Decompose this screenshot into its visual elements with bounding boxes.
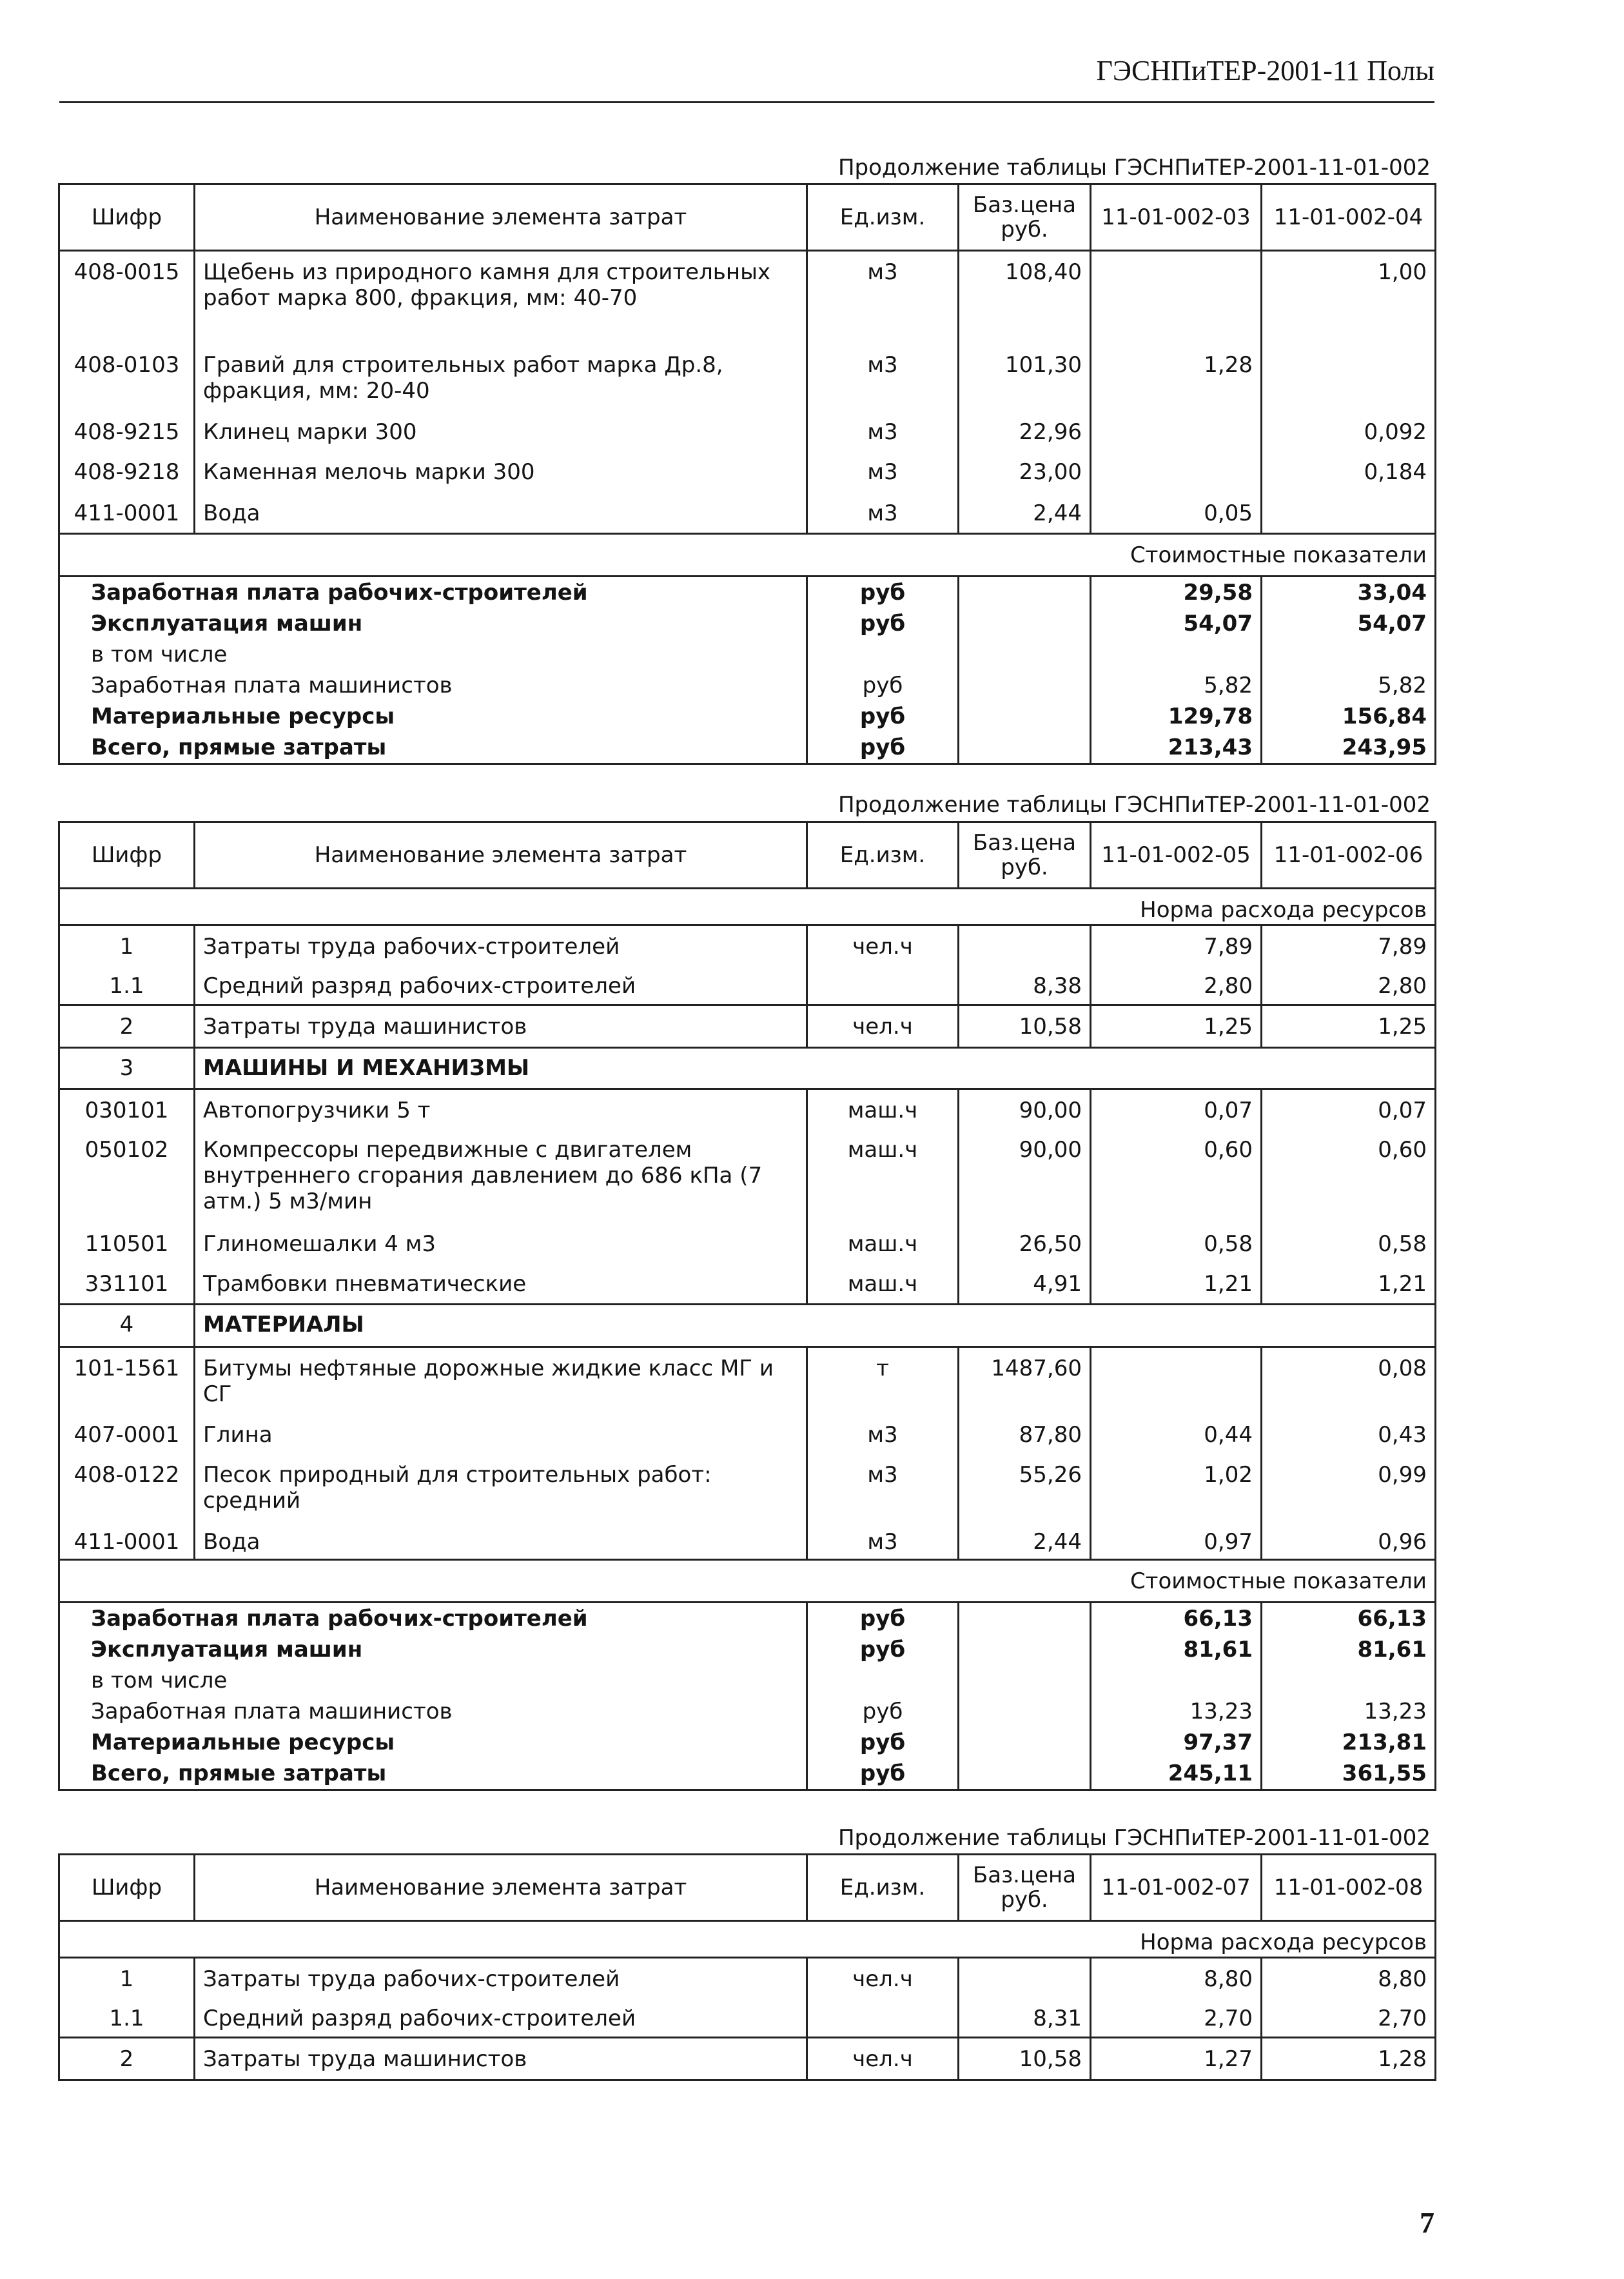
- table-row: [59, 965, 1436, 1005]
- header-name: Наименование элемента затрат: [195, 184, 807, 251]
- row-code: 411-0001: [59, 493, 195, 534]
- row-value-b: 0,43: [1262, 1414, 1436, 1454]
- row-code: 1.1: [59, 1998, 195, 2038]
- row-value-a: 1,28: [1091, 344, 1262, 411]
- table-header-row: [59, 184, 1436, 251]
- summary-row: [59, 732, 1436, 764]
- summary-unit: руб: [807, 670, 959, 701]
- section-label-row: [59, 1921, 1436, 1958]
- row-unit: маш.ч: [807, 1089, 959, 1129]
- row-value-b: 1,25: [1262, 1005, 1436, 1048]
- row-value-b: [1262, 493, 1436, 534]
- summary-price-empty: [959, 732, 1091, 764]
- row-value-a: 2,80: [1091, 965, 1262, 1005]
- row-value-a: [1091, 1347, 1262, 1414]
- row-unit: м3: [807, 1414, 959, 1454]
- summary-value-b: [1262, 1665, 1436, 1696]
- summary-value-b: 13,23: [1262, 1696, 1436, 1727]
- header-name: Наименование элемента затрат: [195, 1855, 807, 1921]
- row-value-a: 1,02: [1091, 1454, 1262, 1521]
- summary-value-a: 29,58: [1091, 577, 1262, 609]
- summary-price-empty: [959, 608, 1091, 639]
- summary-row: [59, 1602, 1436, 1634]
- header-divider: [59, 101, 1434, 103]
- table-row: [59, 1263, 1436, 1305]
- summary-value-a: 13,23: [1091, 1696, 1262, 1727]
- row-price: 90,00: [959, 1129, 1091, 1223]
- summary-price-empty: [959, 1634, 1091, 1665]
- row-value-b: 1,28: [1262, 2038, 1436, 2080]
- row-unit: м3: [807, 493, 959, 534]
- row-price: 8,31: [959, 1998, 1091, 2038]
- summary-value-a: 5,82: [1091, 670, 1262, 701]
- row-price: 10,58: [959, 1005, 1091, 1048]
- summary-value-b: 213,81: [1262, 1727, 1436, 1758]
- table-row: [59, 925, 1436, 965]
- summary-name: Заработная плата рабочих-строителей: [59, 1602, 807, 1634]
- table-row: [59, 451, 1436, 493]
- summary-unit: руб: [807, 701, 959, 732]
- summary-unit: руб: [807, 1696, 959, 1727]
- summary-name: Всего, прямые затраты: [59, 732, 807, 764]
- header-price-line1: Баз.цена: [972, 1862, 1077, 1888]
- header-unit: Ед.изм.: [807, 822, 959, 889]
- row-price: 108,40: [959, 251, 1091, 344]
- summary-price-empty: [959, 1758, 1091, 1790]
- section-number: 3: [59, 1048, 195, 1089]
- row-value-b: 0,07: [1262, 1089, 1436, 1129]
- row-code: 1: [59, 1958, 195, 1998]
- header-price: [959, 822, 1091, 889]
- summary-unit: [807, 1665, 959, 1696]
- row-value-b: 0,184: [1262, 451, 1436, 493]
- row-unit: [807, 965, 959, 1005]
- table-row: [59, 1521, 1436, 1560]
- row-unit: м3: [807, 251, 959, 344]
- row-value-a: 0,58: [1091, 1223, 1262, 1263]
- summary-row: [59, 608, 1436, 639]
- summary-value-b: 54,07: [1262, 608, 1436, 639]
- summary-price-empty: [959, 701, 1091, 732]
- row-unit: маш.ч: [807, 1129, 959, 1223]
- row-unit: т: [807, 1347, 959, 1414]
- row-value-b: 0,092: [1262, 411, 1436, 451]
- row-value-b: 1,00: [1262, 251, 1436, 344]
- summary-row: [59, 1758, 1436, 1790]
- row-value-a: 1,21: [1091, 1263, 1262, 1305]
- row-value-a: 2,70: [1091, 1998, 1262, 2038]
- row-price: 26,50: [959, 1223, 1091, 1263]
- table-row: [59, 1454, 1436, 1521]
- section-title: МАТЕРИАЛЫ: [195, 1305, 1436, 1347]
- summary-value-a: 213,43: [1091, 732, 1262, 764]
- row-value-b: 0,08: [1262, 1347, 1436, 1414]
- table-1-caption: Продолжение таблицы ГЭСНПиТЕР-2001-11-01-002: [837, 155, 1431, 181]
- header-col-b: 11-01-002-06: [1262, 822, 1436, 889]
- row-unit: м3: [807, 344, 959, 411]
- row-name: Битумы нефтяные дорожные жидкие класс МГ и СГ: [195, 1347, 807, 1414]
- row-unit: м3: [807, 451, 959, 493]
- summary-value-b: 81,61: [1262, 1634, 1436, 1665]
- row-name: Глиномешалки 4 м3: [195, 1223, 807, 1263]
- row-name: Глина: [195, 1414, 807, 1454]
- header-price: [959, 1855, 1091, 1921]
- row-value-a: 0,60: [1091, 1129, 1262, 1223]
- summary-value-b: 33,04: [1262, 577, 1436, 609]
- page-header-title: ГЭСНПиТЕР-2001-11 Полы: [1096, 55, 1434, 86]
- row-value-b: 0,58: [1262, 1223, 1436, 1263]
- summary-name: Материальные ресурсы: [59, 1727, 807, 1758]
- row-price: [959, 925, 1091, 965]
- header-unit: Ед.изм.: [807, 1855, 959, 1921]
- row-value-b: 2,70: [1262, 1998, 1436, 2038]
- row-code: 2: [59, 2038, 195, 2080]
- row-price: 2,44: [959, 493, 1091, 534]
- section-label-row: [59, 534, 1436, 577]
- section-label-row: [59, 889, 1436, 925]
- summary-name: Заработная плата машинистов: [59, 1696, 807, 1727]
- row-unit: чел.ч: [807, 1958, 959, 1998]
- row-unit: м3: [807, 1454, 959, 1521]
- summary-unit: руб: [807, 1634, 959, 1665]
- row-price: 101,30: [959, 344, 1091, 411]
- row-code: 408-0103: [59, 344, 195, 411]
- row-name: Компрессоры передвижные с двигателем внутреннего сгорания давлением до 686 кПа (7 атм.) 5 м3/мин: [195, 1129, 807, 1223]
- row-code: 408-0015: [59, 251, 195, 344]
- summary-unit: руб: [807, 1727, 959, 1758]
- section-number: 4: [59, 1305, 195, 1347]
- table-3-caption: Продолжение таблицы ГЭСНПиТЕР-2001-11-01-002: [837, 1825, 1431, 1851]
- summary-name: Заработная плата рабочих-строителей: [59, 577, 807, 609]
- table-row: [59, 1005, 1436, 1048]
- table-row: [59, 344, 1436, 411]
- row-unit: м3: [807, 1521, 959, 1560]
- row-code: 2: [59, 1005, 195, 1048]
- summary-name: Материальные ресурсы: [59, 701, 807, 732]
- row-unit: чел.ч: [807, 1005, 959, 1048]
- summary-name: Эксплуатация машин: [59, 608, 807, 639]
- row-code: 110501: [59, 1223, 195, 1263]
- table-row: [59, 411, 1436, 451]
- row-value-a: 0,97: [1091, 1521, 1262, 1560]
- summary-unit: руб: [807, 732, 959, 764]
- summary-row: [59, 639, 1436, 670]
- row-price: 2,44: [959, 1521, 1091, 1560]
- row-unit: чел.ч: [807, 925, 959, 965]
- header-col-b: 11-01-002-04: [1262, 184, 1436, 251]
- row-value-b: 0,99: [1262, 1454, 1436, 1521]
- row-name: Вода: [195, 1521, 807, 1560]
- norm-label: Норма расхода ресурсов: [59, 1921, 1436, 1958]
- summary-price-empty: [959, 1602, 1091, 1634]
- resource-table-1: [58, 183, 1436, 765]
- summary-row: [59, 1634, 1436, 1665]
- norm-label: Норма расхода ресурсов: [59, 889, 1436, 925]
- section-title: МАШИНЫ И МЕХАНИЗМЫ: [195, 1048, 1436, 1089]
- row-price: 87,80: [959, 1414, 1091, 1454]
- row-name: Клинец марки 300: [195, 411, 807, 451]
- table-2-caption: Продолжение таблицы ГЭСНПиТЕР-2001-11-01-002: [837, 792, 1431, 818]
- row-code: 408-0122: [59, 1454, 195, 1521]
- summary-price-empty: [959, 639, 1091, 670]
- section-heading-row: [59, 1305, 1436, 1347]
- row-value-b: 0,96: [1262, 1521, 1436, 1560]
- summary-value-a: 66,13: [1091, 1602, 1262, 1634]
- row-price: 90,00: [959, 1089, 1091, 1129]
- row-value-b: 2,80: [1262, 965, 1436, 1005]
- row-value-a: 8,80: [1091, 1958, 1262, 1998]
- row-value-b: 8,80: [1262, 1958, 1436, 1998]
- row-name: Средний разряд рабочих-строителей: [195, 1998, 807, 2038]
- row-price: 23,00: [959, 451, 1091, 493]
- row-code: 408-9215: [59, 411, 195, 451]
- row-value-a: [1091, 411, 1262, 451]
- header-col-a: 11-01-002-03: [1091, 184, 1262, 251]
- row-value-a: 0,44: [1091, 1414, 1262, 1454]
- summary-value-b: 156,84: [1262, 701, 1436, 732]
- row-value-b: 7,89: [1262, 925, 1436, 965]
- summary-value-b: 66,13: [1262, 1602, 1436, 1634]
- summary-value-b: 361,55: [1262, 1758, 1436, 1790]
- row-name: Средний разряд рабочих-строителей: [195, 965, 807, 1005]
- row-value-a: [1091, 251, 1262, 344]
- row-code: 1: [59, 925, 195, 965]
- header-col-a: 11-01-002-05: [1091, 822, 1262, 889]
- table-row: [59, 2038, 1436, 2080]
- row-code: 411-0001: [59, 1521, 195, 1560]
- row-price: 22,96: [959, 411, 1091, 451]
- row-unit: чел.ч: [807, 2038, 959, 2080]
- header-col-b: 11-01-002-08: [1262, 1855, 1436, 1921]
- header-name: Наименование элемента затрат: [195, 822, 807, 889]
- summary-name: в том числе: [59, 639, 807, 670]
- summary-name: Эксплуатация машин: [59, 1634, 807, 1665]
- row-name: Гравий для строительных работ марка Др.8, фракция, мм: 20-40: [195, 344, 807, 411]
- summary-name: Заработная плата машинистов: [59, 670, 807, 701]
- summary-value-a: 54,07: [1091, 608, 1262, 639]
- row-code: 331101: [59, 1263, 195, 1305]
- header-price-line2: руб.: [1001, 1887, 1048, 1913]
- row-value-a: 0,05: [1091, 493, 1262, 534]
- row-unit: маш.ч: [807, 1223, 959, 1263]
- row-name: Затраты труда рабочих-строителей: [195, 925, 807, 965]
- row-name: Затраты труда рабочих-строителей: [195, 1958, 807, 1998]
- summary-row: [59, 1696, 1436, 1727]
- row-price: 1487,60: [959, 1347, 1091, 1414]
- row-price: 8,38: [959, 965, 1091, 1005]
- resource-table-2: [58, 821, 1436, 1791]
- cost-indicators-label: Стоимостные показатели: [59, 534, 1436, 577]
- row-value-a: 1,25: [1091, 1005, 1262, 1048]
- summary-value-b: 5,82: [1262, 670, 1436, 701]
- row-name: Песок природный для строительных работ: средний: [195, 1454, 807, 1521]
- header-price: [959, 184, 1091, 251]
- page-number: 7: [1420, 2206, 1434, 2239]
- row-value-b: 1,21: [1262, 1263, 1436, 1305]
- table-row: [59, 1998, 1436, 2038]
- summary-value-b: [1262, 639, 1436, 670]
- row-value-b: [1262, 344, 1436, 411]
- summary-value-a: [1091, 639, 1262, 670]
- header-price-line1: Баз.цена: [972, 192, 1077, 218]
- header-price-line1: Баз.цена: [972, 830, 1077, 856]
- summary-row: [59, 1665, 1436, 1696]
- summary-value-a: 81,61: [1091, 1634, 1262, 1665]
- summary-unit: [807, 639, 959, 670]
- row-value-a: 7,89: [1091, 925, 1262, 965]
- table-row: [59, 493, 1436, 534]
- summary-value-a: [1091, 1665, 1262, 1696]
- table-row: [59, 1089, 1436, 1129]
- row-value-a: 1,27: [1091, 2038, 1262, 2080]
- summary-value-a: 129,78: [1091, 701, 1262, 732]
- summary-price-empty: [959, 670, 1091, 701]
- header-price-line2: руб.: [1001, 854, 1048, 880]
- row-value-b: 0,60: [1262, 1129, 1436, 1223]
- table-row: [59, 1958, 1436, 1998]
- table-row: [59, 1414, 1436, 1454]
- summary-price-empty: [959, 1727, 1091, 1758]
- section-heading-row: [59, 1048, 1436, 1089]
- resource-table-3: [58, 1853, 1436, 2081]
- header-price-line2: руб.: [1001, 217, 1048, 242]
- summary-row: [59, 1727, 1436, 1758]
- row-code: 030101: [59, 1089, 195, 1129]
- summary-value-b: 243,95: [1262, 732, 1436, 764]
- row-name: Вода: [195, 493, 807, 534]
- summary-price-empty: [959, 577, 1091, 609]
- summary-value-a: 245,11: [1091, 1758, 1262, 1790]
- row-unit: [807, 1998, 959, 2038]
- table-header-row: [59, 1855, 1436, 1921]
- section-label-row: [59, 1559, 1436, 1602]
- row-name: Затраты труда машинистов: [195, 2038, 807, 2080]
- row-value-a: 0,07: [1091, 1089, 1262, 1129]
- row-name: Затраты труда машинистов: [195, 1005, 807, 1048]
- row-code: 1.1: [59, 965, 195, 1005]
- header-unit: Ед.изм.: [807, 184, 959, 251]
- row-code: 101-1561: [59, 1347, 195, 1414]
- summary-price-empty: [959, 1665, 1091, 1696]
- row-code: 408-9218: [59, 451, 195, 493]
- summary-value-a: 97,37: [1091, 1727, 1262, 1758]
- header-code: Шифр: [59, 822, 195, 889]
- header-code: Шифр: [59, 184, 195, 251]
- summary-unit: руб: [807, 1758, 959, 1790]
- summary-row: [59, 670, 1436, 701]
- summary-unit: руб: [807, 608, 959, 639]
- row-price: 4,91: [959, 1263, 1091, 1305]
- table-row: [59, 1347, 1436, 1414]
- table-header-row: [59, 822, 1436, 889]
- row-name: Автопогрузчики 5 т: [195, 1089, 807, 1129]
- row-price: 10,58: [959, 2038, 1091, 2080]
- row-code: 050102: [59, 1129, 195, 1223]
- row-value-a: [1091, 451, 1262, 493]
- summary-name: Всего, прямые затраты: [59, 1758, 807, 1790]
- cost-indicators-label: Стоимостные показатели: [59, 1559, 1436, 1602]
- table-row: [59, 251, 1436, 344]
- header-col-a: 11-01-002-07: [1091, 1855, 1262, 1921]
- row-price: 55,26: [959, 1454, 1091, 1521]
- row-unit: м3: [807, 411, 959, 451]
- row-name: Каменная мелочь марки 300: [195, 451, 807, 493]
- table-row: [59, 1223, 1436, 1263]
- summary-row: [59, 701, 1436, 732]
- summary-unit: руб: [807, 1602, 959, 1634]
- summary-price-empty: [959, 1696, 1091, 1727]
- header-code: Шифр: [59, 1855, 195, 1921]
- row-code: 407-0001: [59, 1414, 195, 1454]
- row-price: [959, 1958, 1091, 1998]
- row-unit: маш.ч: [807, 1263, 959, 1305]
- table-row: [59, 1129, 1436, 1223]
- summary-unit: руб: [807, 577, 959, 609]
- summary-name: в том числе: [59, 1665, 807, 1696]
- summary-row: [59, 577, 1436, 609]
- row-name: Трамбовки пневматические: [195, 1263, 807, 1305]
- row-name: Щебень из природного камня для строительных работ марка 800, фракция, мм: 40-70: [195, 251, 807, 344]
